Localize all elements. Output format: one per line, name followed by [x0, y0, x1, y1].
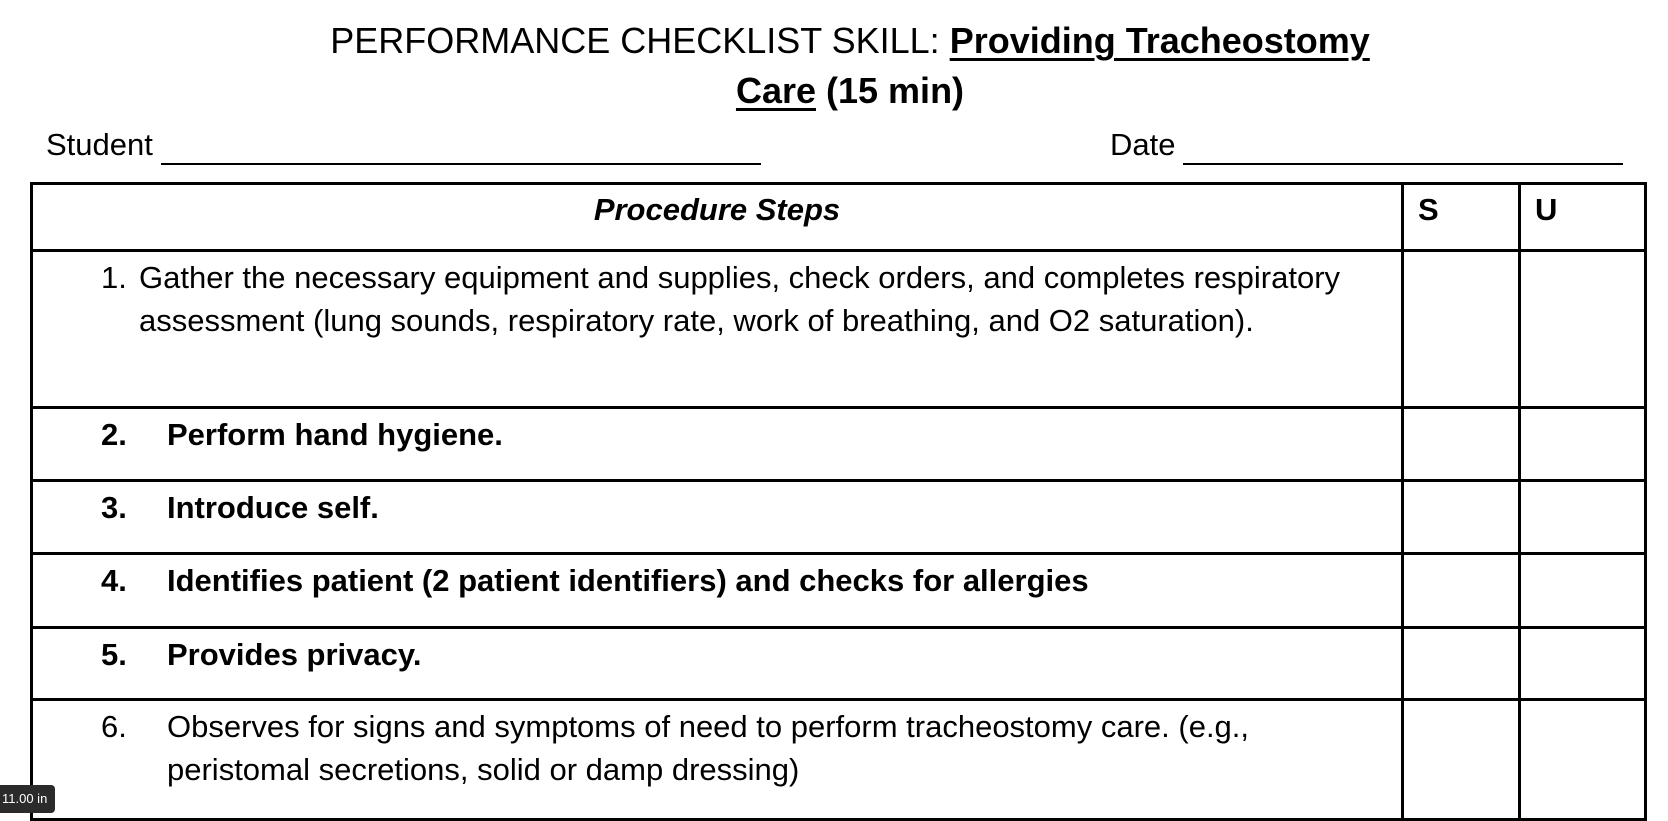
- step-text: Provides privacy.: [167, 637, 422, 672]
- step-cell: [32, 251, 1403, 408]
- step-text: Observes for signs and symptoms of need to perform tracheostomy care. (e.g., peristomal secretions, solid or damp dressing): [167, 709, 1250, 787]
- u-checkbox-cell[interactable]: [1520, 408, 1646, 481]
- title-duration: (15 min): [816, 70, 965, 111]
- s-checkbox-cell[interactable]: [1403, 700, 1520, 820]
- step-text: Gather the necessary equipment and supplies, check orders, and completes respiratory assessment (lung sounds, respiratory rate, work of breathing, and O2 saturation).: [139, 260, 1341, 338]
- u-checkbox-cell[interactable]: [1520, 251, 1646, 408]
- step-cell: [32, 628, 1403, 700]
- date-blank-line[interactable]: [1183, 129, 1623, 165]
- date-label: Date: [1110, 127, 1176, 162]
- u-checkbox-cell[interactable]: [1520, 700, 1646, 820]
- procedure-checklist-table: [30, 182, 1647, 821]
- table-row: [32, 251, 1646, 408]
- u-checkbox-cell[interactable]: [1520, 554, 1646, 628]
- step-number: 6.: [101, 709, 127, 744]
- title-skill-name-continued: Care: [735, 70, 817, 111]
- step-text: Identifies patient (2 patient identifiers) and checks for allergies: [167, 563, 1089, 598]
- step-number: 3.: [101, 490, 127, 525]
- satisfactory-header: S: [1403, 184, 1520, 251]
- document-title-line2: [0, 70, 1668, 112]
- step-text: Introduce self.: [167, 490, 379, 525]
- step-number: 5.: [101, 637, 127, 672]
- step-cell: [32, 408, 1403, 481]
- step-cell: [32, 700, 1403, 820]
- step-number: 4.: [101, 563, 127, 598]
- s-checkbox-cell[interactable]: [1403, 408, 1520, 481]
- step-number: 2.: [101, 417, 127, 452]
- unsatisfactory-header: U: [1520, 184, 1646, 251]
- table-row: [32, 628, 1646, 700]
- title-prefix: PERFORMANCE CHECKLIST SKILL:: [330, 20, 950, 61]
- procedure-steps-header: Procedure Steps: [32, 184, 1403, 251]
- date-field: [1110, 125, 1623, 165]
- page-size-badge: 11.00 in: [0, 785, 55, 813]
- document-title-line1: [0, 20, 1668, 62]
- s-checkbox-cell[interactable]: [1403, 251, 1520, 408]
- step-number: 1.: [101, 260, 127, 295]
- step-text: Perform hand hygiene.: [167, 417, 503, 452]
- student-blank-line[interactable]: [161, 129, 761, 165]
- table-row: [32, 700, 1646, 820]
- u-checkbox-cell[interactable]: [1520, 481, 1646, 554]
- step-cell: [32, 481, 1403, 554]
- table-row: [32, 408, 1646, 481]
- table-row: [32, 481, 1646, 554]
- student-label: Student: [46, 127, 153, 162]
- title-skill-name: Providing Tracheostomy: [949, 20, 1370, 61]
- s-checkbox-cell[interactable]: [1403, 481, 1520, 554]
- table-row: [32, 554, 1646, 628]
- table-header-row: [32, 184, 1646, 251]
- u-checkbox-cell[interactable]: [1520, 628, 1646, 700]
- step-cell: [32, 554, 1403, 628]
- s-checkbox-cell[interactable]: [1403, 554, 1520, 628]
- s-checkbox-cell[interactable]: [1403, 628, 1520, 700]
- student-field: [46, 125, 761, 165]
